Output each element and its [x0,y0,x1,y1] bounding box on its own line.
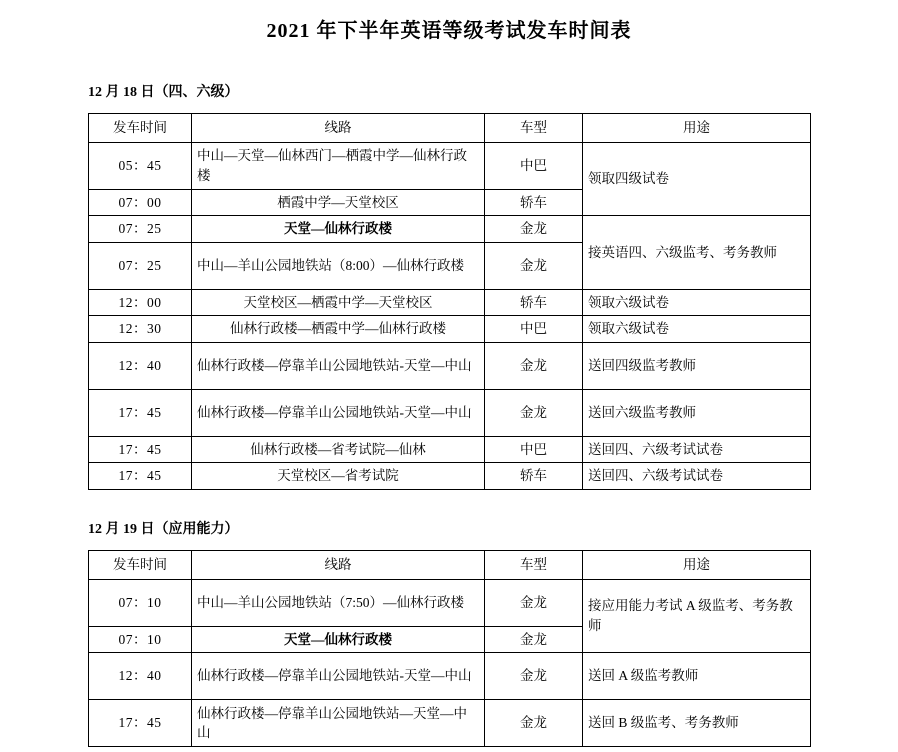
cell-time: 07：10 [89,626,192,653]
cell-route: 中山—天堂—仙林西门—栖霞中学—仙林行政楼 [192,142,485,189]
cell-vehicle: 金龙 [485,700,583,747]
column-header-route: 线路 [192,114,485,143]
cell-route: 天堂校区—省考试院 [192,463,485,490]
section-heading-1: 12 月 18 日（四、六级） [88,85,239,100]
cell-route: 天堂—仙林行政楼 [192,626,485,653]
cell-vehicle: 金龙 [485,389,583,436]
cell-usage: 送回 A 级监考教师 [583,653,811,700]
cell-time: 17：45 [89,436,192,463]
table-header-row [89,114,811,143]
cell-route: 仙林行政楼—栖霞中学—仙林行政楼 [192,316,485,343]
section-heading-2: 12 月 19 日（应用能力） [88,521,239,537]
cell-usage: 送回四、六级考试试卷 [583,436,811,463]
table-header-row [89,550,811,579]
column-header-vehicle: 车型 [485,114,583,143]
cell-usage: 送回四、六级考试试卷 [583,463,811,490]
cell-vehicle: 金龙 [485,626,583,653]
table-row [89,463,811,490]
cell-route: 仙林行政楼—停靠羊山公园地铁站-天堂—中山 [192,389,485,436]
cell-vehicle: 金龙 [485,653,583,700]
table-row [89,653,811,700]
cell-time: 17：45 [89,463,192,490]
cell-route: 中山—羊山公园地铁站（7:50）—仙林行政楼 [192,579,485,626]
table-row [89,579,811,626]
cell-vehicle: 轿车 [485,463,583,490]
table-row [89,700,811,747]
cell-vehicle: 金龙 [485,579,583,626]
cell-vehicle: 中巴 [485,436,583,463]
cell-time: 17：45 [89,700,192,747]
document-page [0,8,898,752]
column-header-time: 发车时间 [89,550,192,579]
cell-usage: 接应用能力考试 A 级监考、考务教师 [583,579,811,653]
column-header-usage: 用途 [583,550,811,579]
cell-route: 仙林行政楼—停靠羊山公园地铁站—天堂—中山 [192,700,485,747]
cell-route: 栖霞中学—天堂校区 [192,189,485,216]
cell-vehicle: 轿车 [485,189,583,216]
column-header-time: 发车时间 [89,114,192,143]
cell-time: 17：45 [89,389,192,436]
cell-vehicle: 金龙 [485,216,583,243]
cell-time: 07：10 [89,579,192,626]
cell-vehicle: 金龙 [485,342,583,389]
cell-time: 12：00 [89,289,192,316]
cell-time: 12：30 [89,316,192,343]
schedule-table-dec19 [88,550,811,747]
cell-usage: 领取六级试卷 [583,316,811,343]
cell-vehicle: 中巴 [485,142,583,189]
column-header-route: 线路 [192,550,485,579]
table-row [89,389,811,436]
cell-route: 天堂—仙林行政楼 [192,216,485,243]
table-row [89,216,811,243]
cell-time: 05：45 [89,142,192,189]
cell-vehicle: 金龙 [485,242,583,289]
cell-usage: 送回 B 级监考、考务教师 [583,700,811,747]
page-title: 2021 年下半年英语等级考试发车时间表 [266,20,632,42]
cell-time: 07：00 [89,189,192,216]
cell-vehicle: 中巴 [485,316,583,343]
cell-time: 07：25 [89,242,192,289]
cell-vehicle: 轿车 [485,289,583,316]
column-header-vehicle: 车型 [485,550,583,579]
cell-usage: 领取六级试卷 [583,289,811,316]
cell-route: 仙林行政楼—省考试院—仙林 [192,436,485,463]
schedule-table-dec18 [88,113,811,490]
cell-time: 12：40 [89,653,192,700]
cell-usage: 领取四级试卷 [583,142,811,216]
cell-time: 12：40 [89,342,192,389]
cell-route: 仙林行政楼—停靠羊山公园地铁站-天堂—中山 [192,342,485,389]
table-row [89,289,811,316]
cell-route: 仙林行政楼—停靠羊山公园地铁站-天堂—中山 [192,653,485,700]
cell-route: 天堂校区—栖霞中学—天堂校区 [192,289,485,316]
cell-time: 07：25 [89,216,192,243]
column-header-usage: 用途 [583,114,811,143]
table-row [89,342,811,389]
cell-usage: 接英语四、六级监考、考务教师 [583,216,811,290]
table-row [89,436,811,463]
cell-usage: 送回六级监考教师 [583,389,811,436]
cell-route: 中山—羊山公园地铁站（8:00）—仙林行政楼 [192,242,485,289]
cell-usage: 送回四级监考教师 [583,342,811,389]
table-row [89,142,811,189]
table-row [89,316,811,343]
